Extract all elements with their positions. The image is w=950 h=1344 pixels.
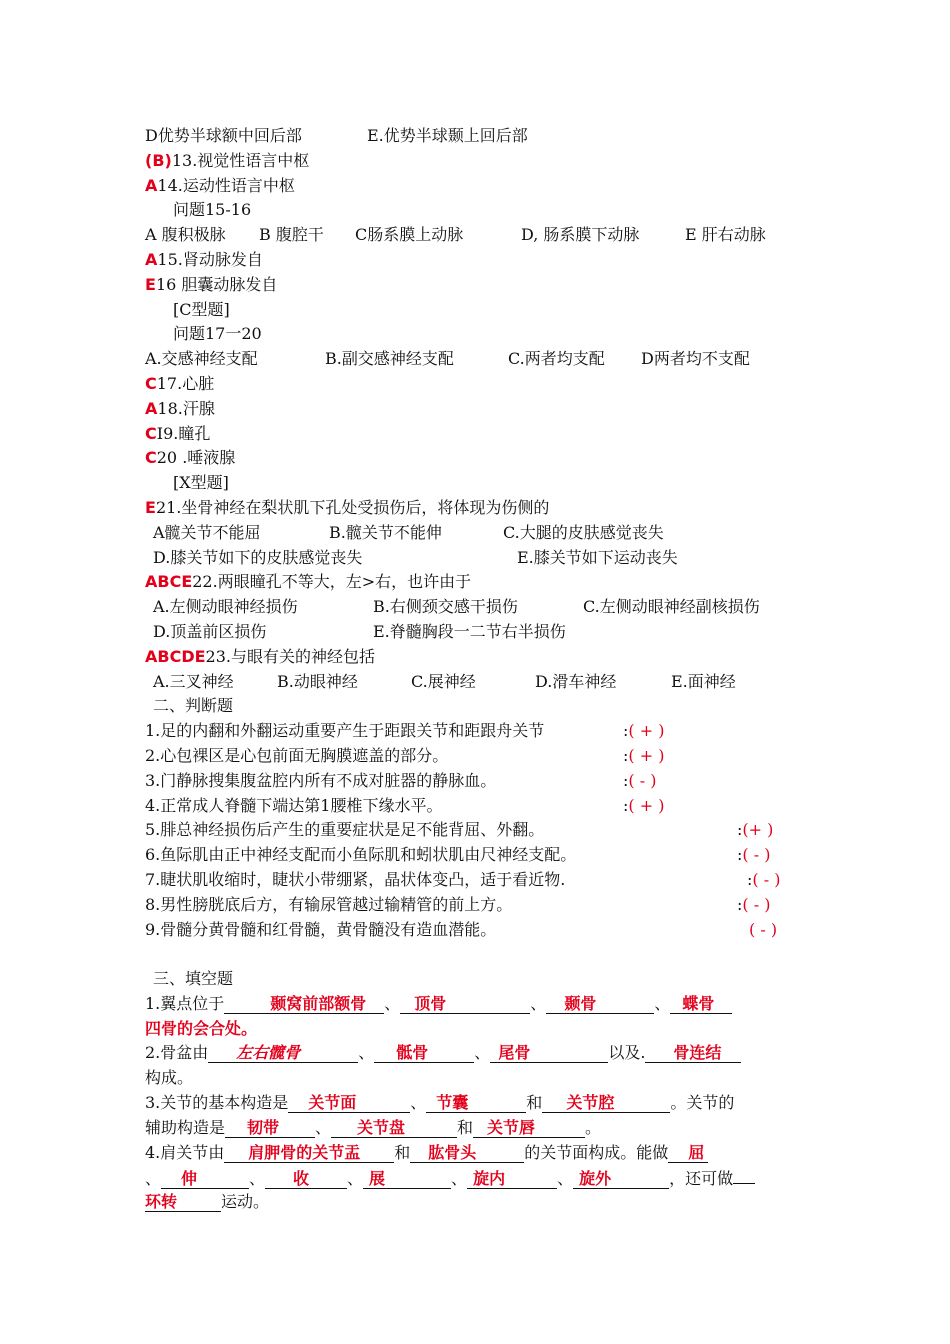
question-text: I9.瞳孔 xyxy=(156,423,211,443)
fill-text: 。 xyxy=(585,1117,602,1137)
fill-blank xyxy=(224,1144,394,1163)
fill-question-3-continued xyxy=(145,1116,810,1141)
option-d: D两者均不支配 xyxy=(641,349,750,369)
fill-separator: 、 xyxy=(315,1117,332,1137)
fill-separator: 、 xyxy=(654,993,671,1013)
fill-answer: 收 xyxy=(293,1169,310,1189)
fill-blank xyxy=(374,1044,474,1063)
judgment-text: 4.正常成人脊髓下端达第1腰椎下缘水平。 xyxy=(145,795,443,815)
judgment-mark: ( - ) xyxy=(628,770,657,790)
fill-text: ，还可做 xyxy=(669,1169,734,1189)
fill-separator: 、 xyxy=(530,993,547,1013)
question-15 xyxy=(145,248,810,273)
question-text: 16 胆囊动脉发自 xyxy=(155,274,278,294)
fill-separator: 、 xyxy=(249,1169,266,1189)
q12-options xyxy=(145,124,810,149)
fill-question-2-continued: 构成。 xyxy=(145,1068,194,1088)
fill-blank xyxy=(467,1170,557,1189)
question-text: 23.与眼有关的神经包括 xyxy=(205,646,375,666)
fill-answer: 关节腔 xyxy=(566,1093,615,1113)
fill-answer: 旋外 xyxy=(579,1169,612,1189)
fill-lead: 4.肩关节由 xyxy=(145,1142,225,1162)
judgment-mark: ( - ) xyxy=(742,845,771,865)
question-19 xyxy=(145,422,810,447)
judgment-text: 3.门静脉搜集腹盆腔内所有不成对脏器的静脉血。 xyxy=(145,770,497,790)
option-a: A髋关节不能屈 xyxy=(153,522,261,542)
fill-blank xyxy=(265,1170,347,1189)
option-d: D.顶盖前区损伤 xyxy=(153,621,267,641)
option-c: C.大腿的皮肤感觉丧失 xyxy=(503,522,664,542)
group-17-20-options xyxy=(145,347,810,372)
fill-answer: 肱骨头 xyxy=(428,1142,477,1162)
answer-key: (B) xyxy=(145,150,172,170)
answer-key: C xyxy=(145,423,157,443)
fill-blank xyxy=(542,1094,670,1113)
option-c: C.两者均支配 xyxy=(508,349,605,369)
judgment-colon: : xyxy=(623,795,629,815)
question-22-options-row2 xyxy=(145,620,810,645)
option-e: E.面神经 xyxy=(671,671,736,691)
fill-lead: 1.翼点位于 xyxy=(145,993,225,1013)
fill-separator: 、 xyxy=(358,1043,375,1063)
fill-mid: 以及. xyxy=(608,1043,646,1063)
fill-question-1-continued xyxy=(145,1017,810,1042)
fill-answer: 骶骨 xyxy=(396,1043,429,1063)
option-d: D优势半球额中回后部 xyxy=(145,126,302,145)
option-b: B.右侧颈交感干损伤 xyxy=(373,597,518,617)
spacer xyxy=(145,942,810,967)
fill-separator: 、 xyxy=(145,1169,162,1189)
option-c: C.左侧动眼神经副核损伤 xyxy=(583,597,760,617)
question-21 xyxy=(145,496,810,521)
option-b: B.动眼神经 xyxy=(277,671,358,691)
fill-blank xyxy=(161,1170,249,1189)
fill-and: 和 xyxy=(526,1093,543,1113)
answer-key: E xyxy=(145,497,156,517)
judgment-colon: : xyxy=(623,770,629,790)
option-e: E.膝关节如下运动丧失 xyxy=(517,547,678,567)
option-b: B.副交感神经支配 xyxy=(325,349,454,369)
fill-text: 运动。 xyxy=(221,1192,270,1212)
question-23-options xyxy=(145,670,810,695)
fill-and: 和 xyxy=(457,1117,474,1137)
fill-blank xyxy=(225,1119,315,1138)
judgment-colon: : xyxy=(737,820,743,840)
judgment-item xyxy=(145,744,810,769)
question-text: 21.坐骨神经在梨状肌下孔处受损伤后，将体现为伤侧的 xyxy=(155,497,550,517)
group-15-16-title: 问题15-16 xyxy=(173,200,252,220)
fill-answer: 节囊 xyxy=(436,1093,469,1113)
question-17 xyxy=(145,372,810,397)
fill-blank xyxy=(363,1170,451,1189)
judgment-colon: : xyxy=(623,721,629,741)
fill-blank xyxy=(573,1170,669,1189)
question-21-options-row1 xyxy=(145,521,810,546)
question-22 xyxy=(145,570,810,595)
fill-question-4 xyxy=(145,1141,810,1166)
fill-answer: 关节盘 xyxy=(357,1117,406,1137)
c-type-heading: [C型题] xyxy=(173,299,230,319)
fill-separator: 、 xyxy=(384,993,401,1013)
question-20 xyxy=(145,446,810,471)
option-b: B 腹腔干 xyxy=(259,225,324,245)
fill-answer: 骨连结 xyxy=(673,1043,722,1063)
fill-answer: 四骨的会合处。 xyxy=(145,1018,258,1038)
question-text: 14.运动性语言中枢 xyxy=(157,175,295,195)
group-17-20-title: 问题17一20 xyxy=(173,324,262,344)
judgment-item xyxy=(145,843,810,868)
fill-lead: 辅助构造是 xyxy=(145,1117,226,1137)
fill-answer: 环转 xyxy=(145,1192,178,1212)
judgment-colon: : xyxy=(623,745,629,765)
judgment-text: 5.腓总神经损伤后产生的重要症状是足不能背屈、外翻。 xyxy=(145,820,545,840)
option-c: C.展神经 xyxy=(411,671,476,691)
fill-answer: 旋内 xyxy=(473,1169,506,1189)
judgment-colon: : xyxy=(737,894,743,914)
question-21-options-row2 xyxy=(145,546,810,571)
fill-question-3 xyxy=(145,1091,810,1116)
judgment-item xyxy=(145,794,810,819)
answer-key: A xyxy=(145,398,158,418)
option-b: B.髋关节不能伸 xyxy=(329,522,442,542)
option-a: A 腹积极脉 xyxy=(145,225,226,245)
fill-blank xyxy=(224,995,384,1014)
option-e: E 肝右动脉 xyxy=(685,225,766,245)
fill-separator: 、 xyxy=(557,1169,574,1189)
fill-answer: 左右髋骨 xyxy=(236,1043,301,1063)
fill-answer: 颞窝前部额骨 xyxy=(270,993,367,1013)
fill-blank xyxy=(645,1044,741,1063)
document-page xyxy=(145,124,810,1215)
fill-blank xyxy=(426,1094,526,1113)
fill-blank xyxy=(670,995,732,1014)
judgment-item xyxy=(145,868,810,893)
fill-blank xyxy=(331,1119,457,1138)
judgment-item xyxy=(145,769,810,794)
judgment-text: 6.鱼际肌由正中神经支配而小鱼际肌和蚓状肌由尺神经支配。 xyxy=(145,845,577,865)
answer-key: ABCDE xyxy=(145,646,206,666)
fill-answer: 肩胛骨的关节盂 xyxy=(248,1142,361,1162)
judgment-colon: : xyxy=(747,869,753,889)
judgment-item xyxy=(145,893,810,918)
group-15-16-options xyxy=(145,223,810,248)
judgment-item xyxy=(145,719,810,744)
question-text: 17.心脏 xyxy=(156,373,215,393)
answer-key: E xyxy=(145,274,156,294)
fill-blank xyxy=(733,1165,755,1184)
question-16 xyxy=(145,273,810,298)
fill-blank xyxy=(410,1144,524,1163)
judgment-mark: ( + ) xyxy=(628,721,665,741)
question-text: 13.视觉性语言中枢 xyxy=(171,150,310,170)
fill-answer: 颞骨 xyxy=(564,993,597,1013)
judgment-colon: : xyxy=(737,845,743,865)
question-14 xyxy=(145,174,810,199)
fill-separator: 、 xyxy=(451,1169,468,1189)
question-text: 20 .唾液腺 xyxy=(156,448,236,468)
fill-question-2 xyxy=(145,1041,810,1066)
question-23 xyxy=(145,645,810,670)
judgment-item xyxy=(145,818,810,843)
fill-text: 的关节面构成。能做 xyxy=(524,1142,669,1162)
answer-key: C xyxy=(145,373,157,393)
option-a: A.交感神经支配 xyxy=(145,349,258,369)
fill-lead: 2.骨盆由 xyxy=(145,1043,209,1063)
fill-question-1 xyxy=(145,992,810,1017)
judgment-text: 8.男性膀胱底后方，有输尿管越过输精管的前上方。 xyxy=(145,894,513,914)
fill-answer: 伸 xyxy=(181,1169,198,1189)
fill-question-4-continued xyxy=(145,1165,810,1190)
fill-answer: 蝶骨 xyxy=(682,993,715,1013)
judgment-text: 1.足的内翻和外翻运动重要产生于距跟关节和距跟舟关节 xyxy=(145,721,545,741)
fill-answer: 尾骨 xyxy=(498,1043,531,1063)
fill-lead: 3.关节的基本构造是 xyxy=(145,1093,289,1113)
judgment-mark: ( - ) xyxy=(752,869,781,889)
answer-key: ABCE xyxy=(145,572,193,592)
fill-answer: 韧带 xyxy=(247,1117,280,1137)
fill-text: 。关节的 xyxy=(670,1093,735,1113)
fill-blank xyxy=(546,995,654,1014)
fill-blank xyxy=(473,1119,585,1138)
answer-key: A xyxy=(145,249,158,269)
fill-answer: 顶骨 xyxy=(414,993,447,1013)
judgment-mark: ( - ) xyxy=(749,919,778,939)
question-22-options-row1 xyxy=(145,595,810,620)
judgment-item xyxy=(145,918,810,943)
fill-blank xyxy=(145,1193,221,1212)
option-d: D.滑车神经 xyxy=(535,671,617,691)
fill-answer: 展 xyxy=(369,1169,386,1189)
option-a: A.左侧动眼神经损伤 xyxy=(153,597,298,617)
section-3-title: 三、填空题 xyxy=(153,969,234,989)
question-text: 15.肾动脉发自 xyxy=(157,249,263,269)
judgment-mark: ( + ) xyxy=(628,795,665,815)
fill-blank xyxy=(288,1094,410,1113)
section-2-title: 二、判断题 xyxy=(153,696,234,716)
fill-question-4-end xyxy=(145,1190,810,1215)
option-d: D.膝关节如下的皮肤感觉丧失 xyxy=(153,547,363,567)
option-a: A.三叉神经 xyxy=(153,671,234,691)
fill-blank xyxy=(490,1044,608,1063)
judgment-mark: (+ ) xyxy=(742,820,774,840)
fill-separator: 、 xyxy=(474,1043,491,1063)
fill-answer: 关节面 xyxy=(308,1093,357,1113)
question-text: 18.汗腺 xyxy=(157,398,215,418)
x-type-heading: [X型题] xyxy=(173,473,229,493)
fill-answer: 关节唇 xyxy=(487,1117,536,1137)
answer-key: C xyxy=(145,448,157,468)
question-13 xyxy=(145,149,810,174)
fill-blank xyxy=(668,1144,708,1163)
question-text: 22.两眼瞳孔不等大，左>右，也许由于 xyxy=(192,572,472,592)
fill-answer: 屈 xyxy=(688,1142,705,1162)
fill-blank xyxy=(208,1044,358,1063)
option-d: D, 肠系膜下动脉 xyxy=(521,225,640,245)
judgment-mark: ( - ) xyxy=(742,894,771,914)
answer-key: A xyxy=(145,175,158,195)
judgment-text: 9.骨髓分黄骨髓和红骨髓，黄骨髓没有造血潜能。 xyxy=(145,919,497,939)
question-18 xyxy=(145,397,810,422)
judgment-text: 2.心包裸区是心包前面无胸膜遮盖的部分。 xyxy=(145,745,449,765)
option-e: E.脊髓胸段一二节右半损伤 xyxy=(373,621,566,641)
option-e: E.优势半球颞上回后部 xyxy=(367,126,528,145)
fill-separator: 、 xyxy=(347,1169,364,1189)
fill-separator: 、 xyxy=(410,1093,427,1113)
fill-blank xyxy=(400,995,530,1014)
fill-and: 和 xyxy=(394,1142,411,1162)
option-c: C肠系膜上动脉 xyxy=(355,225,464,245)
judgment-mark: ( + ) xyxy=(628,745,665,765)
judgment-text: 7.睫状肌收缩时，睫状小带绷紧，晶状体变凸，适于看近物. xyxy=(145,869,566,889)
